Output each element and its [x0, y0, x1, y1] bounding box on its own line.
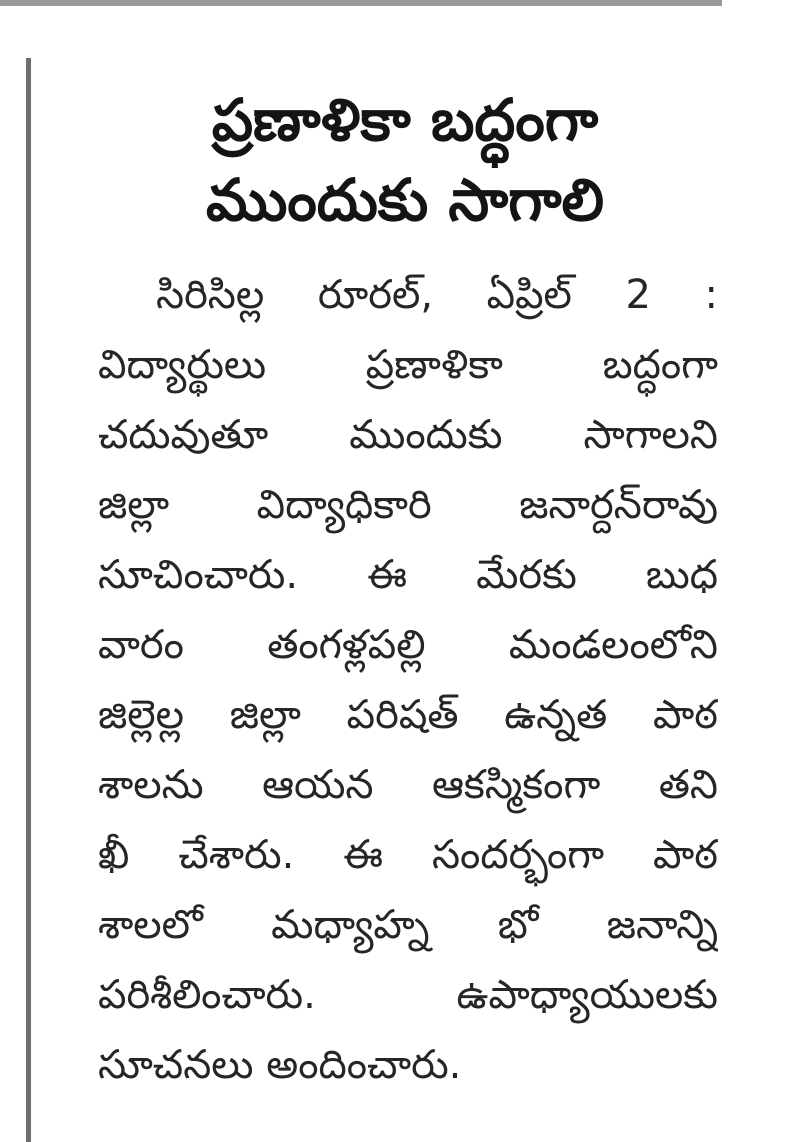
body-line: వారం తంగళ్లపల్లి మండలంలోని — [98, 622, 718, 668]
body-line: జిల్లా విద్యాధికారి జనార్దన్‌రావు — [98, 482, 718, 528]
body-line: సూచనలు అందించారు. — [98, 1042, 462, 1088]
headline-line: ప్రణాళికా బద్ధంగా — [211, 86, 599, 154]
body-line: శాలను ఆయన ఆకస్మికంగా తని — [98, 762, 718, 808]
body-line: శాలలో మధ్యాహ్న భో జనాన్ని — [98, 902, 718, 948]
body-line: జిల్లెల్ల జిల్లా పరిషత్ ఉన్నత పాఠ — [98, 692, 718, 738]
body-line: విద్యార్థులు ప్రణాళికా బద్ధంగా — [98, 342, 718, 388]
column-divider-rule — [26, 58, 31, 1142]
top-divider-rule — [0, 0, 722, 6]
dateline: సిరిసిల్ల రూరల్, ఏప్రిల్ 2 : — [156, 272, 718, 318]
body-line: ఖీ చేశారు. ఈ సందర్భంగా పాఠ — [98, 832, 718, 878]
body-line: సూచించారు. ఈ మేరకు బుధ — [98, 552, 718, 598]
article-headline — [95, 80, 715, 240]
body-line: పరిశీలించారు. ఉపాధ్యాయులకు — [98, 972, 718, 1018]
body-line: చదువుతూ ముందుకు సాగాలని — [98, 412, 718, 458]
headline-line: ముందుకు సాగాలి — [205, 166, 605, 234]
article-body — [98, 260, 718, 1100]
